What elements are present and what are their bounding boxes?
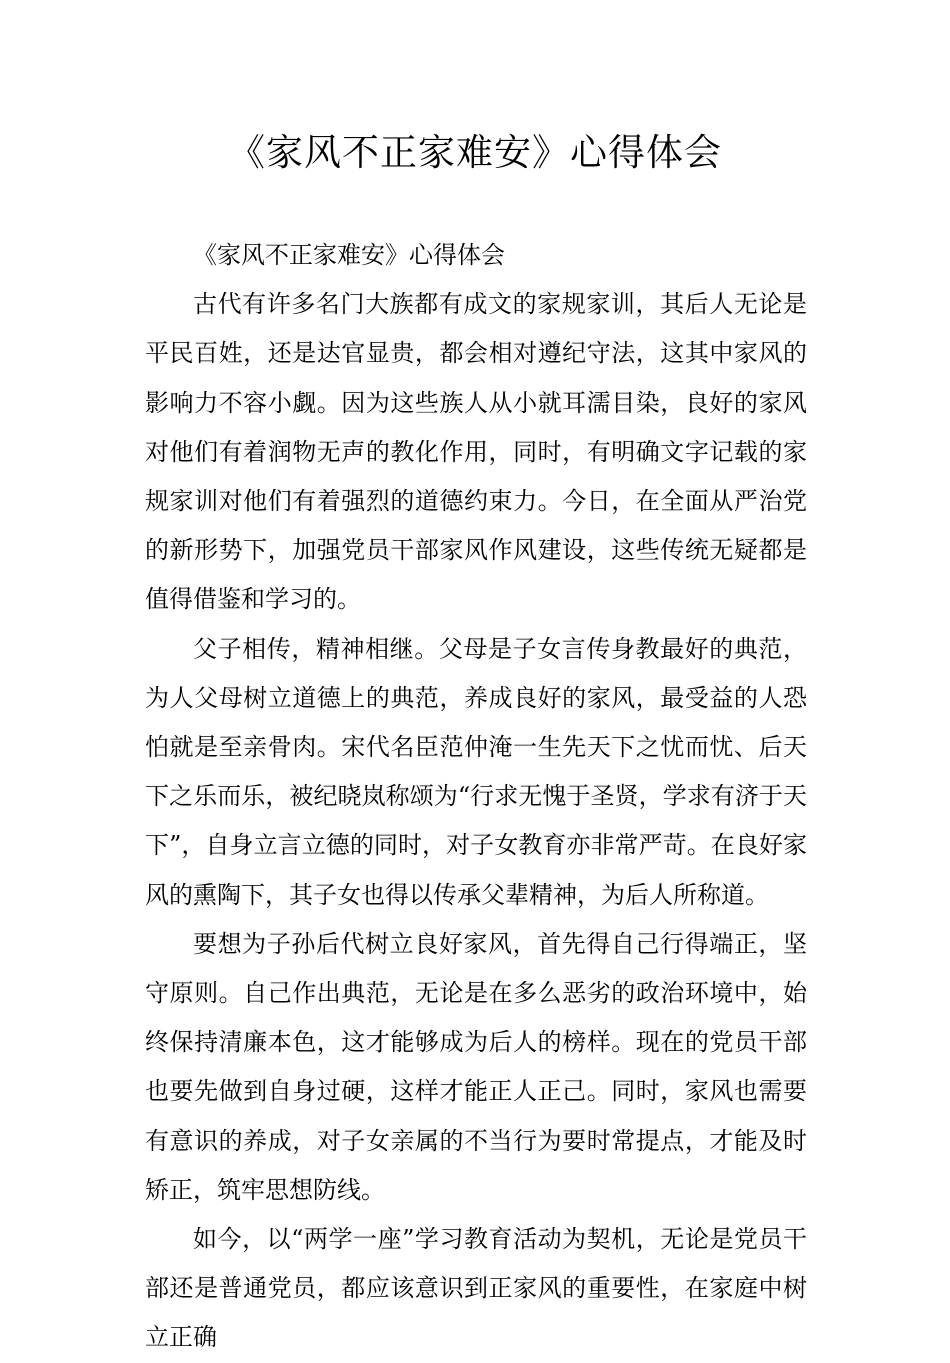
body-paragraph: 要想为子孙后代树立良好家风，首先得自己行得端正，坚守原则。自己作出典范，无论是在多么恶劣的政治环境中，始终保持清廉本色，这才能够成为后人的榜样。现在的党员干部也要先做到自身过硬，这样才能正人正己。同时，家风也需要有意识的养成，对子女亲属的不当行为要时常提点，才能及时矫正，筑牢思想防线。 — [145, 929, 807, 1204]
subtitle-paragraph: 《家风不正家难安》心得体会 — [193, 241, 505, 269]
body-paragraph: 古代有许多名门大族都有成文的家规家训，其后人无论是平民百姓，还是达官显贵，都会相对遵纪守法，这其中家风的影响力不容小觑。因为这些族人从小就耳濡目染，良好的家风对他们有着润物无声的教化作用，同时，有明确文字记载的家规家训对他们有着强烈的道德约束力。今日，在全面从严治党的新形势下，加强党员干部家风作风建设，这些传统无疑都是值得借鉴和学习的。 — [145, 290, 807, 614]
document-body — [145, 231, 807, 1363]
body-paragraph: 父子相传，精神相继。父母是子女言传身教最好的典范，为人父母树立道德上的典范，养成良好的家风，最受益的人恐怕就是至亲骨肉。宋代名臣范仲淹一生先天下之忧而忧、后天下之乐而乐，被纪晓岚称颂为“行求无愧于圣贤，学求有济于天下”，自身立言立德的同时，对子女教育亦非常严苛。在良好家风的熏陶下，其子女也得以传承父辈精神，为后人所称道。 — [145, 634, 807, 909]
document-title: 《家风不正家难安》心得体会 — [228, 131, 722, 174]
body-paragraph: 如今，以“两学一座”学习教育活动为契机，无论是党员干部还是普通党员，都应该意识到正家风的重要性，在家庭中树立正确 — [145, 1225, 807, 1352]
